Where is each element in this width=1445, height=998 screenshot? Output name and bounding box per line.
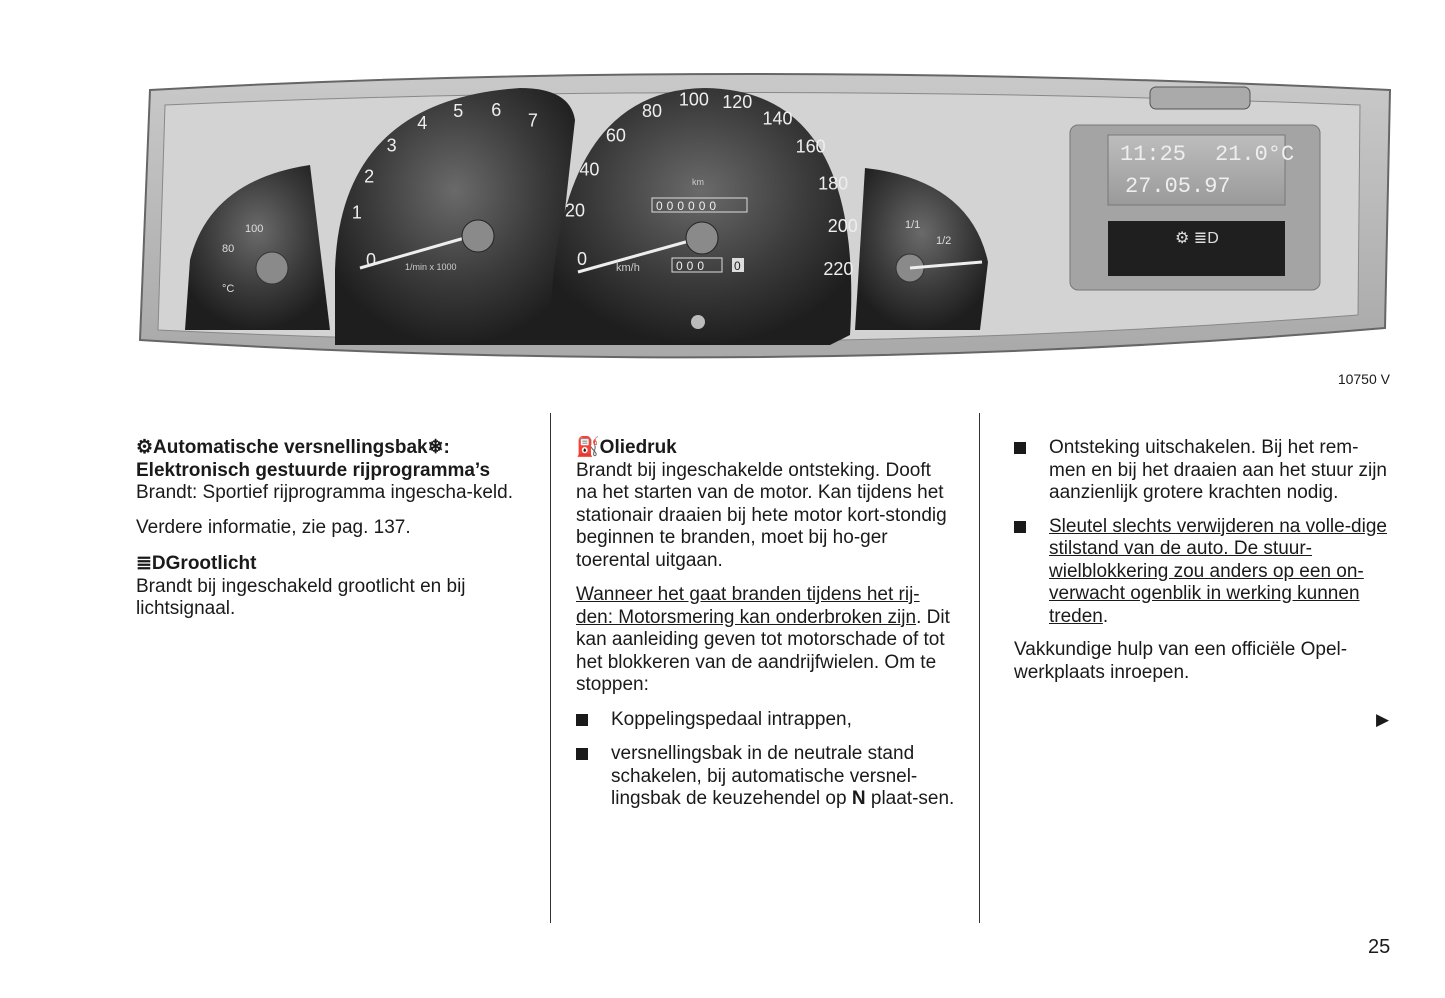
- gear-s-icon: ⚙: [136, 437, 154, 458]
- fuel-half: 1/2: [936, 235, 952, 247]
- tacho-unit: 1/min x 1000: [405, 262, 457, 272]
- paragraph: Brandt bij ingeschakeld grootlicht en bij lichtsignaal.: [136, 575, 466, 619]
- tacho-number-6: 6: [491, 100, 502, 121]
- display-temp: 21.0°C: [1215, 142, 1295, 167]
- section-heading-high-beam: ≣DGrootlicht: [136, 553, 257, 574]
- paragraph: Brandt bij ingeschakelde ontsteking. Dooft na het starten van de motor. Kan tijdens het stationair draaien bij hete motor kort-stondig beginnen te branden, moet bij ho-ger toerental uitgaan.: [576, 459, 947, 571]
- display-time: 11:25: [1120, 142, 1187, 167]
- instrument-cluster-figure: [130, 40, 1400, 385]
- speedo-number-100: 100: [678, 89, 709, 110]
- section-heading-automatic: ⚙Automatische versnellingsbak❄:: [136, 437, 450, 458]
- speedo-unit: km/h: [616, 262, 640, 274]
- tacho-zero: 0: [366, 250, 377, 270]
- oil-can-icon: ⛽: [576, 437, 600, 458]
- speedo-number-200: 200: [827, 215, 858, 236]
- speedo-number-20: 20: [565, 200, 586, 221]
- column-1: [136, 437, 526, 633]
- trip-meter: 000: [676, 259, 709, 273]
- section-heading-oil-pressure: ⛽Oliedruk: [576, 437, 677, 458]
- fuel-full: 1/1: [905, 219, 921, 231]
- tacho-number-3: 3: [386, 135, 397, 156]
- list-item: versnellingsbak in de neutrale stand schakelen, bij automatische versnel-lingsbak de keuzehendel op N plaat-sen.: [576, 743, 956, 811]
- display-indicator-icons: ⚙ ≣D: [1175, 230, 1219, 247]
- speedo-number-120: 120: [722, 92, 753, 113]
- speedo-number-160: 160: [795, 136, 826, 157]
- page-number: 25: [1368, 936, 1391, 958]
- list-item: Sleutel slechts verwijderen na volle-dige stilstand van de auto. De stuur-wielblokkering zou anders op een on-verwacht ogenblik in werking kunnen treden.: [1014, 516, 1389, 629]
- high-beam-icon: ≣D: [136, 553, 166, 574]
- speedo-number-60: 60: [605, 125, 626, 146]
- list-item: Koppelingspedaal intrappen,: [576, 709, 956, 733]
- odometer: 000000: [656, 199, 721, 213]
- bullet-square-icon: [1014, 437, 1049, 505]
- display-date: 27.05.97: [1125, 174, 1231, 199]
- temp-gauge-80: 80: [222, 243, 235, 255]
- paragraph: Vakkundige hulp van een officiële Opel-werkplaats inroepen.: [1014, 639, 1348, 683]
- paragraph: Verdere informatie, zie pag. 137.: [136, 516, 411, 538]
- paragraph: Brandt: Sportief rijprogramma ingescha-keld.: [136, 482, 514, 503]
- bullet-square-icon: [576, 743, 611, 811]
- snowflake-icon: ❄:: [427, 437, 450, 458]
- temp-gauge-unit: °C: [222, 283, 235, 295]
- figure-id: 10750 V: [1337, 371, 1390, 387]
- tacho-number-7: 7: [527, 110, 538, 131]
- list-item: Ontsteking uitschakelen. Bij het rem-men en bij het draaien aan het stuur zijn aanzienlijk grotere krachten nodig.: [1014, 437, 1389, 505]
- column-2: [576, 437, 956, 822]
- tacho-number-4: 4: [417, 113, 428, 134]
- trip-tenth: 0: [734, 259, 741, 273]
- tacho-number-2: 2: [364, 166, 375, 187]
- temp-gauge-100: 100: [245, 223, 264, 235]
- column-divider: [979, 413, 980, 923]
- paragraph: Wanneer het gaat branden tijdens het rij-den: Motorsmering kan onderbroken zijn. Dit kan aanleiding geven tot motorschade of tot het blokkeren van de aandrijfwielen. Om te stoppen:: [576, 584, 950, 695]
- tacho-number-1: 1: [351, 202, 362, 223]
- speedo-number-220: 220: [823, 258, 854, 279]
- continue-arrow-icon: ▶: [1376, 710, 1390, 729]
- section-subheading: Elektronisch gestuurde rijprogramma’s: [136, 459, 491, 481]
- bullet-square-icon: [1014, 516, 1049, 629]
- speedo-number-80: 80: [642, 101, 663, 122]
- speedo-zero: 0: [577, 249, 588, 269]
- column-divider: [550, 413, 551, 923]
- speedo-km: km: [692, 177, 704, 187]
- tacho-number-5: 5: [453, 100, 464, 121]
- speedo-number-40: 40: [579, 159, 600, 180]
- speedo-number-180: 180: [818, 173, 849, 194]
- speedo-number-140: 140: [762, 108, 793, 129]
- bullet-square-icon: [576, 709, 611, 733]
- column-3: [1014, 437, 1389, 696]
